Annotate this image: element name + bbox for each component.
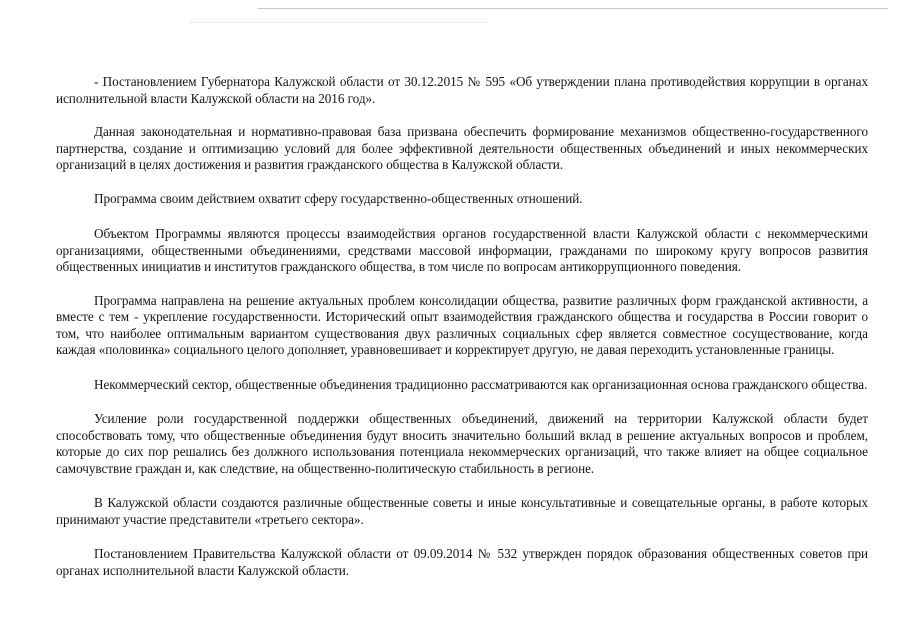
- paragraph-government-decree: Постановлением Правительства Калужской области от 09.09.2014 № 532 утвержден порядок образования общественных советов при органах исполнительной власти Калужской области.: [56, 546, 868, 578]
- paragraph-legal-base: Данная законодательная и нормативно-правовая база призвана обеспечить формирование механизмов общественно-государственного партнерства, создание и оптимизацию условий для более эффективной деятельности общественных объединений и иных некоммерческих организаций в целях достижения и развития гражданского общества в Калужской области.: [56, 124, 868, 172]
- paragraph-governor-decree: - Постановлением Губернатора Калужской области от 30.12.2015 № 595 «Об утверждении плана противодействия коррупции в органах исполнительной власти Калужской области на 2016 год».: [56, 74, 868, 106]
- paragraph-program-object: Объектом Программы являются процессы взаимодействия органов государственной власти Калужской области с некоммерческими организациями, общественными объединениями, средствами массовой информации, гражданами по широкому кругу вопросов развития общественных инициатив и институтов гражданского общества, в том числе по вопросам антикоррупционного поведения.: [56, 226, 868, 274]
- paragraph-public-councils: В Калужской области создаются различные общественные советы и иные консультативные и совещательные органы, в работе которых принимают участие представители «третьего сектора».: [56, 495, 868, 527]
- paragraph-state-support: Усиление роли государственной поддержки общественных объединений, движений на территории Калужской области будет способствовать тому, что общественные объединения будут вносить значительно больший вклад в решение актуальных вопросов и проблем, которые до сих пор решались без должного использования потенциала некоммерческих организаций, что также влияет на общее социальное самочувствие граждан и, как следствие, на общественно-политическую стабильность в регионе.: [56, 411, 868, 476]
- scan-artifact-line: [258, 8, 888, 9]
- document-page: [56, 74, 868, 579]
- scan-artifact-specks: [190, 22, 490, 24]
- paragraph-program-scope: Программа своим действием охватит сферу государственно-общественных отношений.: [94, 190, 583, 206]
- paragraph-noncommercial-sector: Некоммерческий сектор, общественные объединения традиционно рассматриваются как организационная основа гражданского общества.: [94, 376, 868, 392]
- paragraph-program-aims: Программа направлена на решение актуальных проблем консолидации общества, развитие различных форм гражданской активности, а вместе с тем - укрепление государственности. Исторический опыт взаимодействия гражданского общества и государства в России говорит о том, что наиболее оптимальным вариантом существования двух различных социальных сфер является совместное сосуществование, когда каждая «половинка» социального целого дополняет, уравновешивает и корректирует другую, не давая переходить установленные границы.: [56, 292, 868, 357]
